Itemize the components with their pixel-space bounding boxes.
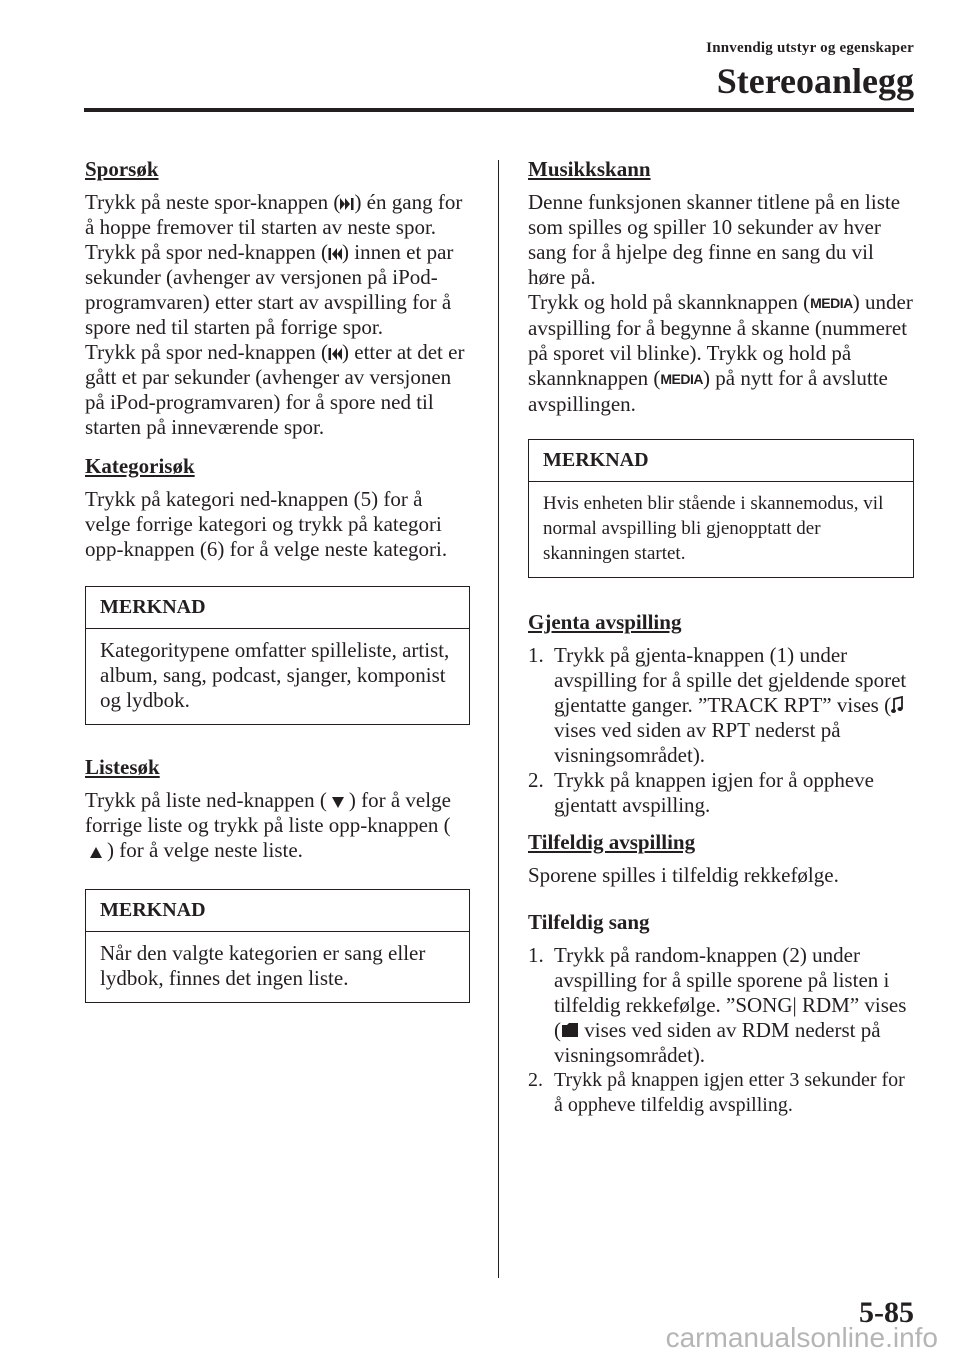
list-item: 2. Trykk på knappen igjen etter 3 sekunder for å oppheve tilfeldig avspilling.: [528, 1069, 905, 1116]
next-track-icon: [340, 197, 354, 211]
note-body: Kategoritypene omfatter spilleliste, artist, album, sang, podcast, sjanger, komponist og lydbok.: [100, 638, 450, 712]
list-item: 1. Trykk på random-knappen (2) under avspilling for å spille sporene på listen i tilfeldig rekkefølge. ”SONG| RDM” vises ( vises ved siden av RDM nederst på visningsområdet).: [528, 943, 907, 1067]
repeat-steps: [528, 643, 914, 818]
page-title: Stereoanlegg: [716, 61, 914, 101]
section-label: Innvendig utstyr og egenskaper: [706, 40, 914, 56]
note-title: MERKNAD: [529, 440, 913, 482]
page-number: 5-85: [859, 1296, 914, 1329]
up-arrow-icon: [85, 845, 107, 859]
media-button-icon: MEDIA: [660, 371, 704, 387]
left-column: [85, 157, 470, 1021]
music-note-icon: [891, 696, 903, 714]
note-body: Hvis enheten blir stående i skannemodus, vil normal avspilling bli gjenopptatt der skanningen startet.: [543, 493, 884, 564]
shuffle-body: Sporene spilles i tilfeldig rekkefølge.: [528, 863, 839, 887]
note-title: MERKNAD: [86, 587, 469, 629]
music-scan-p2: Trykk og hold på skannknappen (MEDIA) under avspilling for å begynne å skanne (nummeret på sporet vil blinke). Trykk og hold på skannknappen (MEDIA) på nytt for å avslutte avspillingen.: [528, 290, 913, 416]
note-body: Når den valgte kategorien er sang eller lydbok, finnes det ingen liste.: [100, 941, 426, 990]
column-divider: [498, 160, 499, 1278]
folder-icon: [561, 1021, 579, 1039]
list-item: 1. Trykk på gjenta-knappen (1) under avspilling for å spille det gjeldende sporet gjentatte ganger. ”TRACK RPT” vises ( vises ved siden av RPT nederst på visningsområdet).: [528, 643, 907, 767]
list-search-body: Trykk på liste ned-knappen ( ) for å velge forrige liste og trykk på liste opp-knappen () for å velge neste liste.: [85, 788, 451, 862]
music-scan-p1: Denne funksjonen skanner titlene på en liste som spilles og spiller 10 sekunder av hver sang for å hjelpe deg finne en sang du vil høre på.: [528, 190, 901, 289]
previous-track-icon: [328, 247, 342, 261]
down-arrow-icon: [327, 795, 349, 809]
shuffle-song-heading: Tilfeldig sang: [528, 910, 650, 934]
note-box: [528, 439, 914, 578]
list-item: 2. Trykk på knappen igjen for å oppheve gjentatt avspilling.: [528, 768, 874, 817]
shuffle-steps: [528, 943, 914, 1118]
shuffle-heading: Tilfeldig avspilling: [528, 830, 696, 854]
media-button-icon: MEDIA: [810, 295, 853, 311]
track-search-p1: Trykk på neste spor-knappen ( ) én gang for å hoppe fremover til starten av neste spor.: [85, 190, 463, 239]
note-box: [85, 586, 470, 725]
right-column: [528, 157, 914, 1126]
watermark: carmanualsonline.info: [665, 1322, 938, 1353]
header-divider: [84, 108, 914, 112]
track-search-p2: Trykk på spor ned-knappen ( ) innen et par sekunder (avhenger av versjonen på iPod-programvaren) etter start av avspilling for å spore ned til starten på forrige spor.: [85, 240, 454, 339]
list-search-heading: Listesøk: [85, 755, 160, 779]
category-search-body: Trykk på kategori ned-knappen (5) for å velge forrige kategori og trykk på kategori opp-knappen (6) for å velge neste kategori.: [85, 487, 448, 561]
music-scan-heading: Musikkskann: [528, 157, 651, 181]
repeat-heading: Gjenta avspilling: [528, 610, 682, 634]
note-title: MERKNAD: [86, 890, 469, 932]
track-search-p3: Trykk på spor ned-knappen ( ) etter at det er gått et par sekunder (avhenger av versjonen på iPod-programvaren) for å spore ned til starten på inneværende spor.: [85, 340, 465, 439]
track-search-heading: Sporsøk: [85, 157, 159, 181]
previous-track-icon: [328, 347, 342, 361]
category-search-heading: Kategorisøk: [85, 454, 195, 478]
note-box: [85, 889, 470, 1003]
